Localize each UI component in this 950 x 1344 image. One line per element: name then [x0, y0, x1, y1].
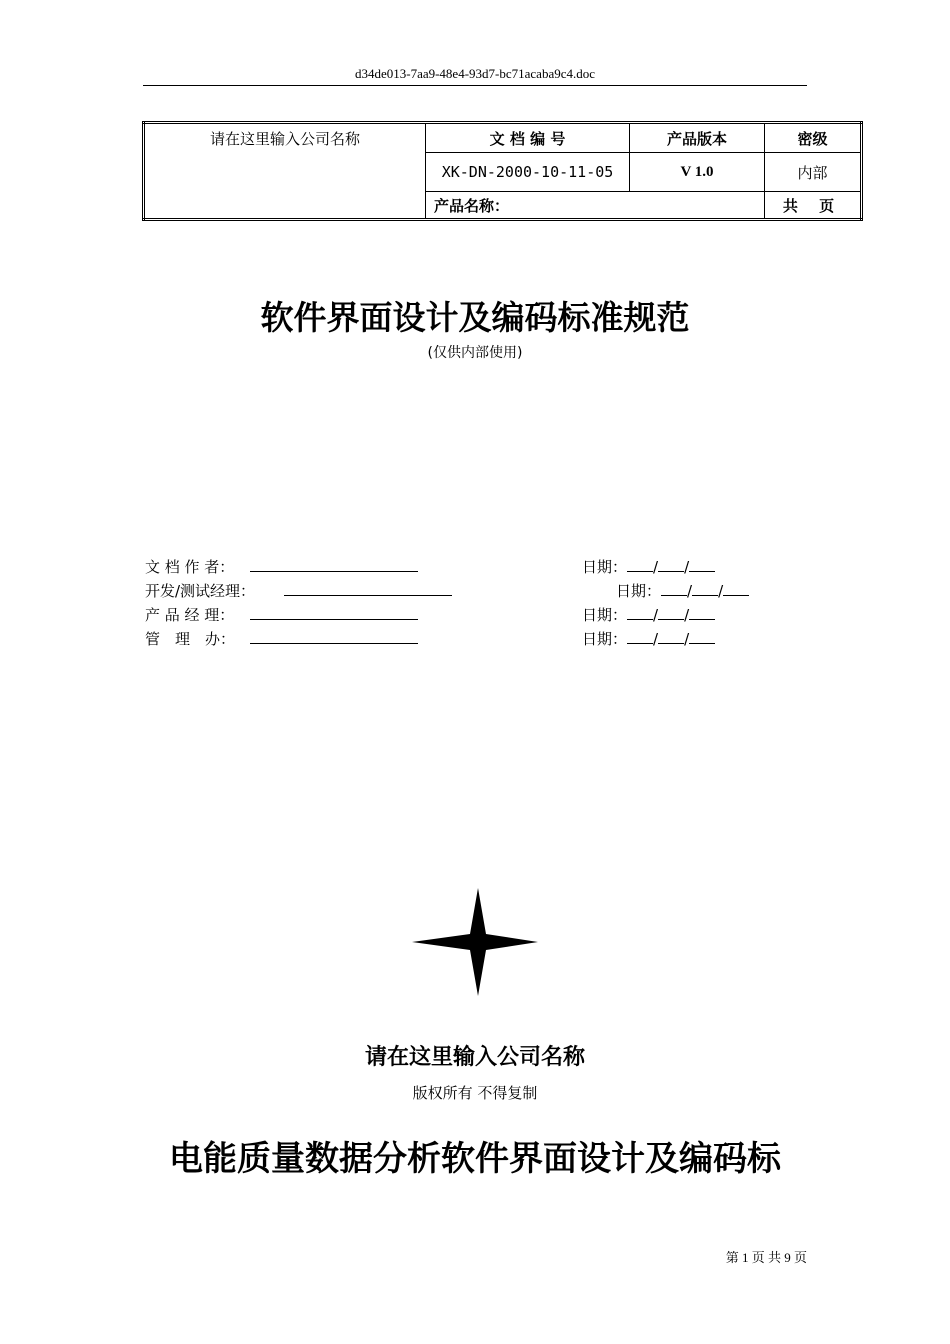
document-subtitle: (仅供内部使用) — [427, 345, 523, 361]
date-blank[interactable] — [692, 581, 718, 596]
date-blank[interactable] — [658, 605, 684, 620]
company-placeholder-cell: 请在这里输入公司名称 — [144, 123, 426, 220]
date-blank[interactable] — [627, 629, 653, 644]
date-label: 日期： — [616, 582, 662, 600]
signature-label: 产 品 经 理： — [145, 606, 235, 624]
signature-line[interactable] — [250, 605, 418, 620]
date-label: 日期： — [582, 630, 628, 648]
product-name-label: 产品名称： — [426, 192, 765, 220]
signature-label: 文 档 作 者： — [145, 558, 235, 576]
date-blank[interactable] — [658, 557, 684, 572]
signature-line[interactable] — [284, 581, 452, 596]
header-filename: d34de013-7aa9-48e4-93d7-bc71acaba9c4.doc — [354, 66, 596, 81]
date-label: 日期： — [582, 558, 628, 576]
document-info-table — [142, 121, 863, 221]
date-blank[interactable] — [689, 629, 715, 644]
date-row-author: 日期： / / — [582, 556, 715, 577]
copyright-notice: 版权所有 不得复制 — [412, 1084, 538, 1102]
signature-row-author — [145, 556, 418, 576]
version-value: V 1.0 — [630, 153, 765, 192]
date-blank[interactable] — [658, 629, 684, 644]
header-rule — [143, 85, 807, 86]
bottom-title: 电能质量数据分析软件界面设计及编码标 — [169, 1139, 781, 1179]
signature-row-dev-test-manager — [145, 580, 452, 600]
date-blank[interactable] — [661, 581, 687, 596]
document-title: 软件界面设计及编码标准规范 — [260, 298, 690, 337]
company-name: 请在这里输入公司名称 — [364, 1045, 585, 1070]
date-blank[interactable] — [627, 605, 653, 620]
date-row-product-manager: 日期： / / — [582, 604, 715, 625]
signature-row-product-manager — [145, 604, 418, 624]
footer-page-number: 第 1 页 共 9 页 — [725, 1250, 807, 1265]
date-blank[interactable] — [723, 581, 749, 596]
signature-label: 管 理 办： — [145, 630, 236, 648]
four-point-star-icon — [410, 886, 540, 998]
signature-row-admin-office — [145, 628, 418, 648]
page-count-label: 共 页 — [765, 192, 862, 220]
date-blank[interactable] — [689, 605, 715, 620]
signature-line[interactable] — [250, 629, 418, 644]
doc-number-value: XK-DN-2000-10-11-05 — [426, 153, 630, 192]
security-level-header: 密级 — [765, 123, 862, 153]
signature-line[interactable] — [250, 557, 418, 572]
security-level-value: 内部 — [765, 153, 862, 192]
date-row-admin-office: 日期： / / — [582, 628, 715, 649]
date-row-dev-test-manager: 日期： / / — [616, 580, 749, 601]
date-blank[interactable] — [689, 557, 715, 572]
doc-number-header: 文 档 编 号 — [426, 123, 630, 153]
date-label: 日期： — [582, 606, 628, 624]
signature-label: 开发/测试经理： — [145, 582, 256, 600]
date-blank[interactable] — [627, 557, 653, 572]
product-version-header: 产品版本 — [630, 123, 765, 153]
